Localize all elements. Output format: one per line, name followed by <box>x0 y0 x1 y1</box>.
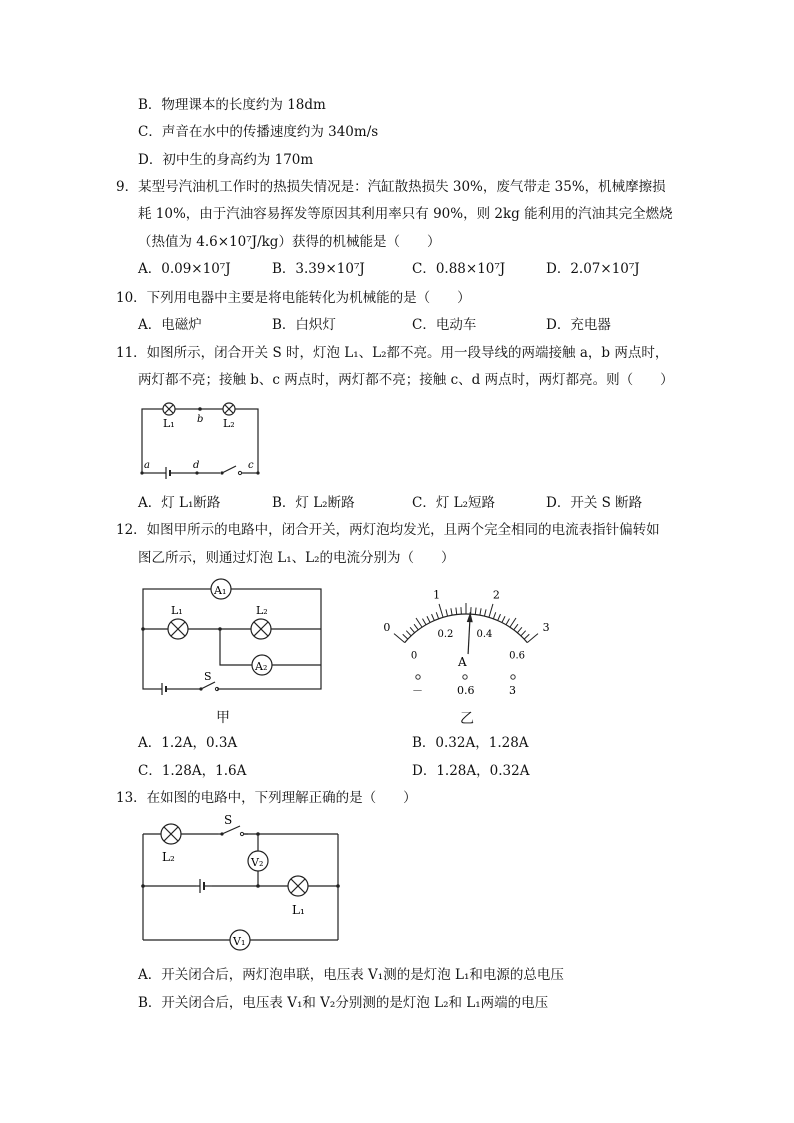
q12-dial-tick <box>521 631 526 636</box>
q12-dial-inner-label: 0.6 <box>509 650 525 662</box>
q9-stem-line3: （热值为 4.6×10⁷J/kg）获得的机械能是（ ） <box>138 234 441 250</box>
q13-label-l2: L₂ <box>162 850 175 864</box>
q11-circuit-diagram <box>140 400 264 480</box>
q8-option-d: D．初中生的身高约为 170m <box>138 152 314 168</box>
q12-terminal-3 <box>511 675 515 679</box>
q10-option-c: C．电动车 <box>412 317 477 333</box>
q13-label-v2: V₂ <box>251 856 264 869</box>
q12-dial-tick <box>403 634 408 639</box>
q12-dial-tick <box>414 624 418 630</box>
q12-terminal-label-0-6: 0.6 <box>457 684 475 697</box>
q11-label-c: c <box>248 460 254 471</box>
q12-dial-tick <box>410 627 414 632</box>
q12-dial-tick <box>524 634 529 639</box>
q9-option-a: A．0.09×10⁷J <box>138 261 231 277</box>
q10-stem: 10．下列用电器中主要是将电能转化为机械能的是（ ） <box>116 290 471 306</box>
q12-dial-inner-label: 0.2 <box>437 628 454 640</box>
q10-option-b: B．白炽灯 <box>272 317 336 333</box>
q13-label-s: S <box>224 813 233 827</box>
q13-stem: 13．在如图的电路中，下列理解正确的是（ ） <box>116 790 417 806</box>
q8-option-b: B．物理课本的长度约为 18dm <box>138 97 326 113</box>
q12-dial-tick <box>427 616 430 622</box>
q12-dial-outer-label: 0 <box>383 621 391 635</box>
q12-dial-tick <box>480 608 481 615</box>
q11-label-l2: L₂ <box>223 417 235 430</box>
q12-option-d: D．1.28A，0.32A <box>412 763 530 779</box>
q11-lamp-l2 <box>223 403 235 415</box>
q12-caption-yi: 乙 <box>460 711 474 727</box>
q12-terminal-label-3: 3 <box>509 684 516 697</box>
q13-label-l1: L₁ <box>292 903 305 917</box>
q12-dial-outer-label: 1 <box>433 588 441 602</box>
q11-option-d: D．开关 S 断路 <box>546 495 643 511</box>
q12-caption-jia: 甲 <box>216 710 230 726</box>
q12-dial-tick <box>456 608 457 615</box>
q11-label-l1: L₁ <box>163 417 175 430</box>
q12-dial-inner-label: 0 <box>410 650 418 662</box>
q12-dial-tick <box>498 614 501 620</box>
q12-dial-tick <box>517 627 521 632</box>
q13-option-b: B．开关闭合后，电压表 V₁和 V₂分别测的是灯泡 L₂和 L₁两端的电压 <box>138 995 549 1011</box>
q8-option-c: C．声音在水中的传播速度约为 340m/s <box>138 124 379 140</box>
q10-option-a: A．电磁炉 <box>138 317 202 333</box>
q12-terminal-label-minus: － <box>412 684 423 697</box>
q12-label-a1: A₁ <box>214 584 227 597</box>
q11-label-b: b <box>197 414 204 425</box>
q12-dial-arc <box>405 614 528 643</box>
q12-dial-tick <box>489 604 493 617</box>
q11-node-b <box>198 407 202 411</box>
q12-dial-tick <box>451 608 452 615</box>
q12-dial-tick <box>406 631 411 636</box>
q12-dial-tick <box>502 616 505 622</box>
q11-stem-line2: 两灯都不亮；接触 b、c 两点时，两灯都不亮；接触 c、d 两点时，两灯都亮。则（ ） <box>138 372 674 388</box>
q12-dial-tick <box>484 609 486 616</box>
q9-option-c: C．0.88×10⁷J <box>412 261 506 277</box>
q12-circuit-diagram-jia <box>138 576 328 696</box>
q12-dial-outer-label: 2 <box>492 588 500 602</box>
q12-terminal-0-6 <box>463 675 467 679</box>
q13-option-a: A．开关闭合后，两灯泡串联，电压表 V₁测的是灯泡 L₁和电源的总电压 <box>138 967 564 983</box>
q12-dial-tick <box>514 624 518 630</box>
q11-lamp-l1 <box>163 403 175 415</box>
q12-stem-line2: 图乙所示，则通过灯泡 L₁、L₂的电流分别为（ ） <box>138 550 455 566</box>
q12-dial-outer-label: 3 <box>542 621 550 635</box>
q12-lamp-l1 <box>168 619 188 639</box>
q9-stem-line2: 耗 10%，由于汽油容易挥发等原因其利用率只有 90%，则 2kg 能利用的汽油其完全燃烧 <box>138 206 673 222</box>
q12-ammeter-dial-yi <box>360 574 580 704</box>
q12-label-l1: L₁ <box>171 604 183 617</box>
q12-dial-tick <box>510 618 516 627</box>
q12-option-b: B．0.32A，1.28A <box>412 735 529 751</box>
q12-stem-line1: 12．如图甲所示的电路中，闭合开关，两灯泡均发光，且两个完全相同的电流表指针偏转如 <box>116 522 660 538</box>
q12-dial-inner-label: 0.4 <box>476 628 493 640</box>
q12-label-s: S <box>204 670 212 683</box>
q11-stem-line1: 11．如图所示，闭合开关 S 时，灯泡 L₁、L₂都不亮。用一段导线的两端接触 a，b 两点时， <box>116 345 669 361</box>
q12-dial-tick <box>432 614 435 620</box>
q12-label-l2: L₂ <box>256 604 268 617</box>
q11-option-c: C．灯 L₂短路 <box>412 495 495 511</box>
q12-dial-tick <box>436 612 438 619</box>
q12-dial-tick <box>446 609 448 616</box>
q12-option-c: C．1.28A，1.6A <box>138 763 247 779</box>
q11-option-a: A．灯 L₁断路 <box>138 495 221 511</box>
q13-label-v1: V₁ <box>233 935 246 948</box>
q13-circuit-diagram <box>138 814 348 949</box>
q12-dial-tick <box>475 608 476 615</box>
q12-dial-tick <box>416 618 422 627</box>
q9-option-d: D．2.07×10⁷J <box>546 261 640 277</box>
q12-dial-tick <box>439 604 443 617</box>
q13-lamp-l2 <box>161 824 181 844</box>
q12-terminal-minus <box>416 675 420 679</box>
q13-lamp-l1 <box>288 876 308 896</box>
q11-label-d: d <box>193 460 200 471</box>
q11-label-a: a <box>144 460 150 471</box>
q11-option-b: B．灯 L₂断路 <box>272 495 355 511</box>
q9-stem-line1: 9．某型号汽油机工作时的热损失情况是：汽缸散热损失 30%，废气带走 35%，机械摩擦损 <box>116 179 666 195</box>
q9-option-b: B．3.39×10⁷J <box>272 261 365 277</box>
q12-label-a2: A₂ <box>255 660 268 673</box>
q12-dial-tick <box>423 619 427 625</box>
q12-dial-tick <box>506 619 510 625</box>
q12-dial-tick <box>493 612 495 619</box>
q12-lamp-l2 <box>251 619 271 639</box>
q10-option-d: D．充电器 <box>546 317 611 333</box>
q12-dial-unit: A <box>458 655 467 669</box>
q12-option-a: A．1.2A，0.3A <box>138 735 238 751</box>
